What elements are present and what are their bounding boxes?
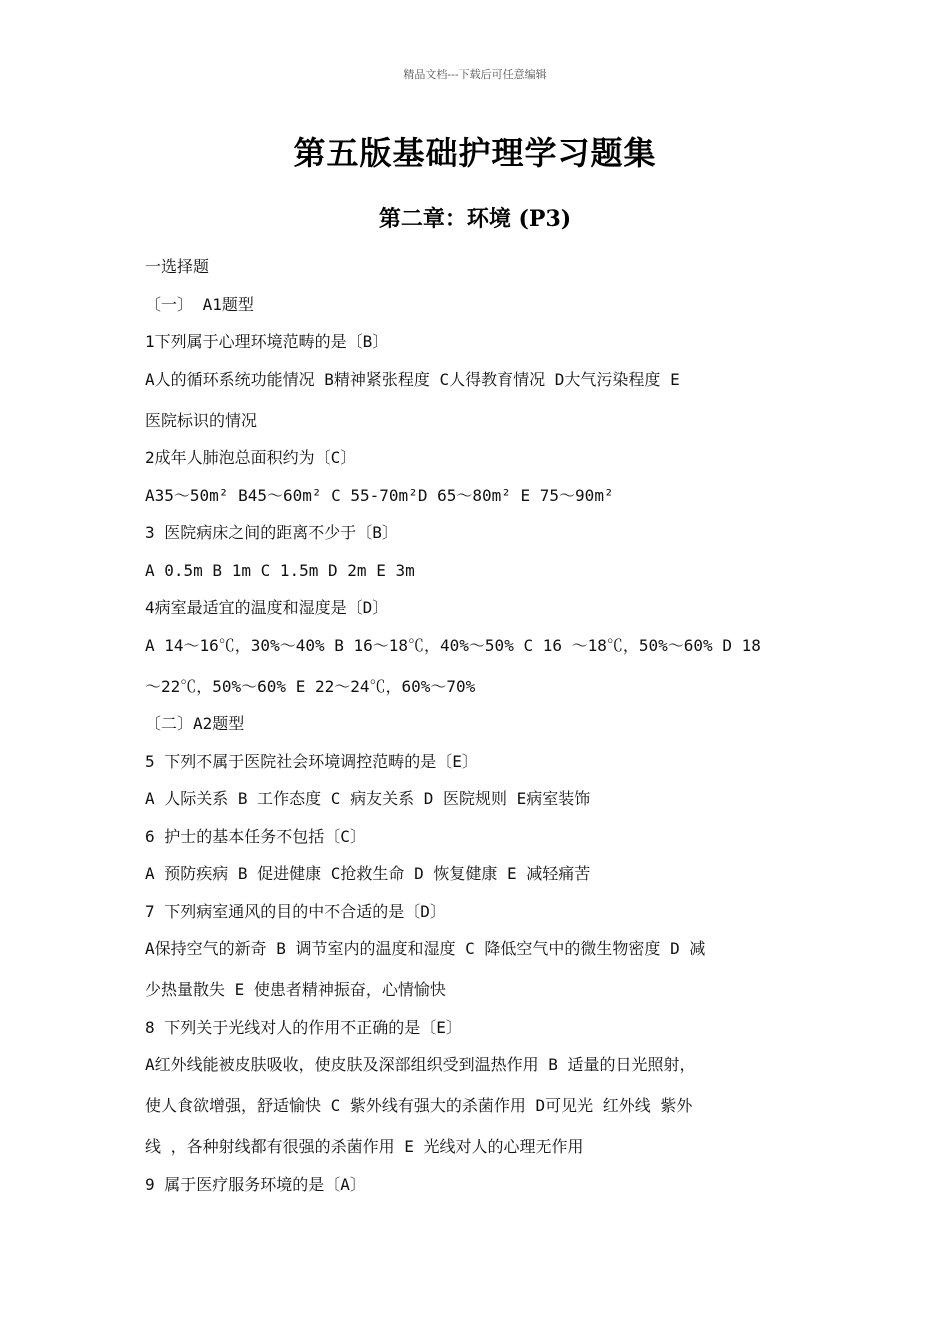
text-line: A 人际关系 B 工作态度 C 病友关系 D 医院规则 E病室装饰 [145, 789, 591, 808]
header-note: 精品文档---下载后可任意编辑 [403, 68, 547, 81]
text-line: 3 医院病床之间的距离不少于〔B〕 [145, 523, 398, 542]
text-line: 7 下列病室通风的目的中不合适的是〔D〕 [145, 901, 446, 921]
text-line: ～22℃，50%～60% E 22～24℃，60%～70% [145, 676, 476, 696]
text-line: 〔一〕 A1题型 [145, 294, 254, 314]
text-line: 一选择题 [145, 257, 210, 276]
chapter-title: 第二章：环境 (P3) [378, 206, 572, 232]
text-line: A 预防疾病 B 促进健康 C抢救生命 D 恢复健康 E 减轻痛苦 [145, 864, 591, 883]
text-line: 〔二〕A2题型 [145, 714, 245, 733]
document-body [145, 254, 810, 1209]
text-line: 1下列属于心理环境范畴的是〔B〕 [145, 332, 389, 351]
text-line: A人的循环系统功能情况 B精神紧张程度 C人得教育情况 D大气污染程度 E [145, 369, 680, 389]
text-line: A35～50m² B45～60m² C 55-70m²D 65～80m² E 75～90m² [145, 485, 614, 505]
text-line: A 0.5m B 1m C 1.5m D 2m E 3m [145, 560, 415, 580]
text-line: 4病室最适宜的温度和湿度是〔D〕 [145, 598, 389, 617]
text-line: 9 属于医疗服务环境的是〔A〕 [145, 1174, 366, 1194]
text-line: A 14～16℃，30%～40% B 16～18℃，40%～50% C 16 ～18℃，50%～60% D 18 [145, 635, 761, 655]
text-line: 使人食欲增强，舒适愉快 C 紫外线有强大的杀菌作用 D可见光 红外线 紫外 [145, 1096, 693, 1115]
text-line: 6 护士的基本任务不包括〔C〕 [145, 826, 366, 846]
text-line: 8 下列关于光线对人的作用不正确的是〔E〕 [145, 1017, 462, 1037]
text-line: 线 ，各种射线都有很强的杀菌作用 E 光线对人的心理无作用 [145, 1137, 584, 1156]
text-line: A保持空气的新奇 B 调节室内的温度和湿度 C 降低空气中的微生物密度 D 减 [145, 939, 706, 958]
text-line: 5 下列不属于医院社会环境调控范畴的是〔E〕 [145, 751, 478, 771]
text-line: 医院标识的情况 [145, 410, 258, 430]
text-line: 2成年人肺泡总面积约为〔C〕 [145, 448, 357, 467]
document-title: 第五版基础护理学习题集 [293, 134, 657, 172]
text-line: 少热量散失 E 使患者精神振奋，心情愉快 [145, 980, 446, 999]
text-line: A红外线能被皮肤吸收，使皮肤及深部组织受到温热作用 B 适量的日光照射， [145, 1055, 696, 1074]
